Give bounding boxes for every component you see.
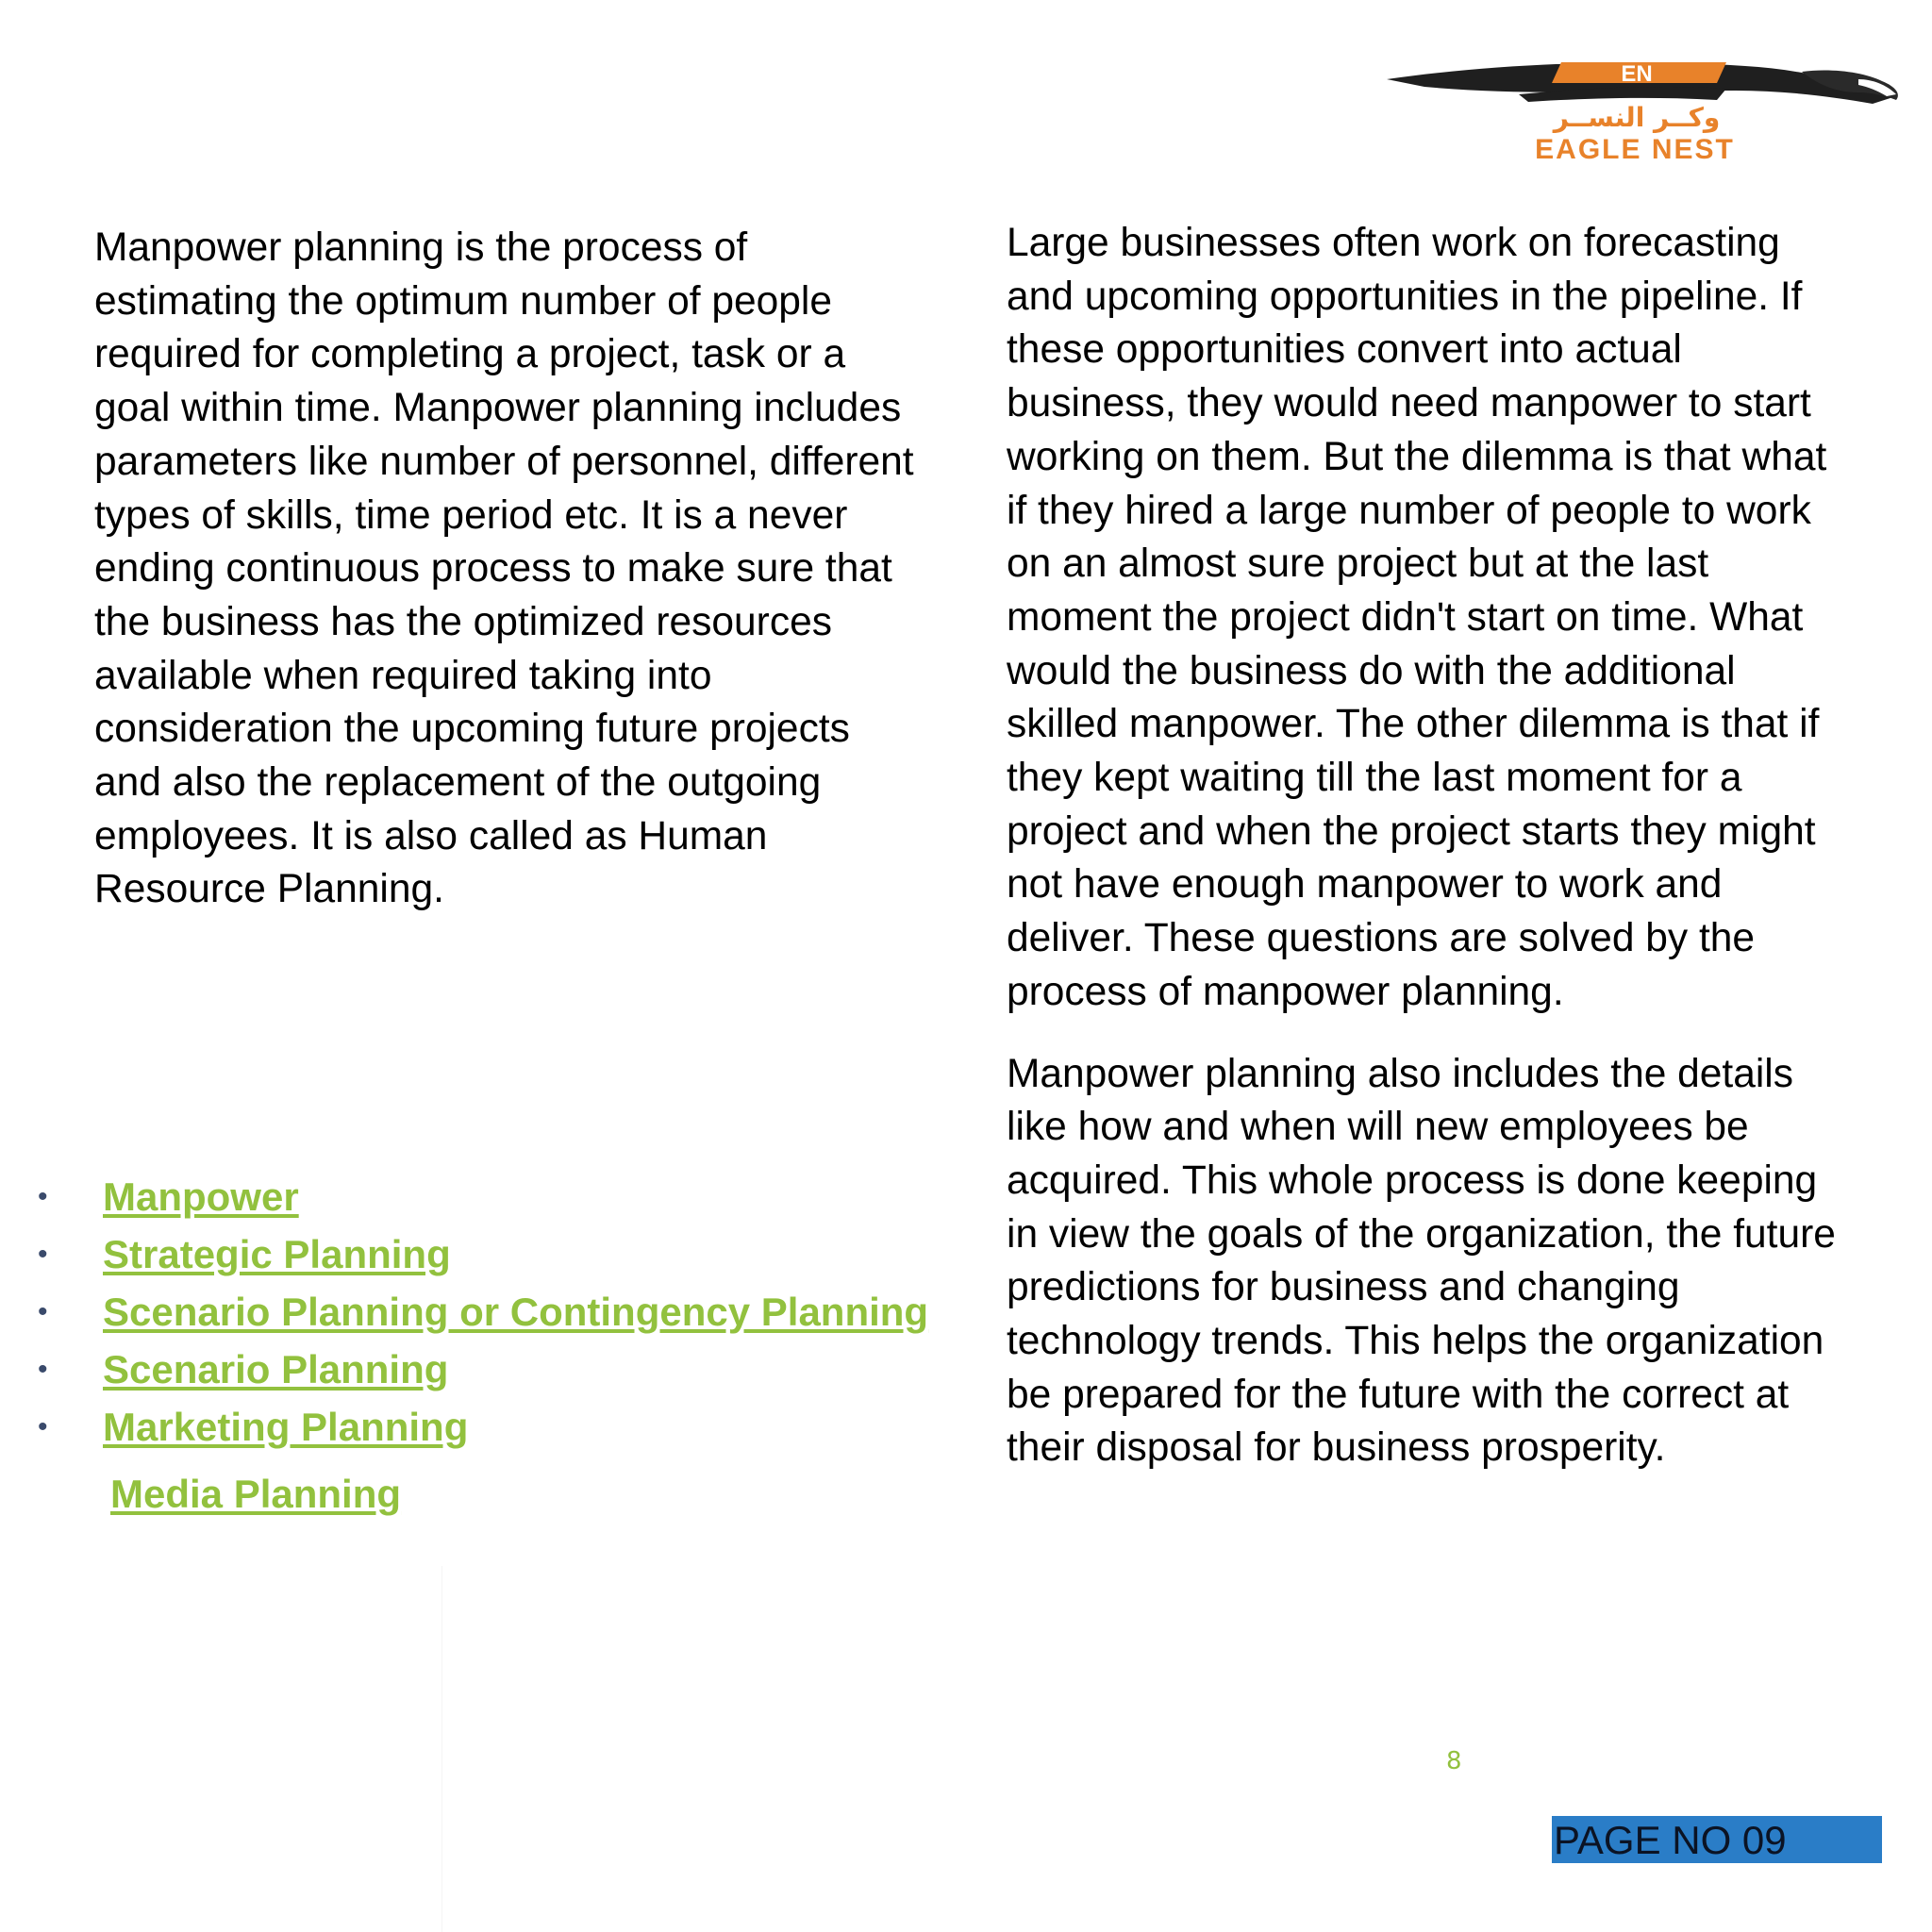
right-paragraph-2: Manpower planning also includes the details like how and when will new employees be acquired. This whole process is done keeping in view the goals of the organization, the future predictions for business and changing technology trends. This helps the organization be prepared for the future with the correct at their disposal for business prosperity.	[1007, 1051, 1836, 1471]
bullet-icon: •	[38, 1296, 48, 1327]
left-paragraph: Manpower planning is the process of estimating the optimum number of people required for completing a project, task or a goal within time. Manpower planning includes parameters like number of personnel, different types of skills, time period etc. It is a never ending continuous process to make sure that the business has the optimized resources available when required taking into consideration the upcoming future projects and also the replacement of the outgoing employees. It is also called as Human Resource Planning.	[94, 225, 914, 912]
bullet-icon: •	[38, 1239, 48, 1270]
right-column	[1007, 217, 1856, 1475]
link-strategic-planning[interactable]: Strategic Planning	[103, 1232, 451, 1276]
list-item	[0, 1401, 1000, 1458]
bullet-icon: •	[38, 1411, 48, 1442]
logo-monogram: EN	[1621, 61, 1653, 87]
list-item	[0, 1286, 1000, 1343]
divider	[441, 1566, 442, 1932]
link-manpower[interactable]: Manpower	[103, 1174, 299, 1219]
link-marketing-planning[interactable]: Marketing Planning	[103, 1405, 469, 1449]
eagle-nest-logo	[1387, 58, 1901, 167]
related-links-list	[0, 1171, 1000, 1458]
logo-english-text: EAGLE NEST	[1535, 134, 1735, 165]
list-item	[0, 1343, 1000, 1401]
left-column	[94, 222, 924, 917]
list-item	[0, 1228, 1000, 1286]
logo-arabic-text: وكــر النســر	[1553, 102, 1721, 133]
link-media-planning[interactable]: Media Planning	[110, 1472, 402, 1516]
link-scenario-contingency-planning[interactable]: Scenario Planning or Contingency Planning	[103, 1290, 929, 1334]
page-badge: PAGE NO 09	[1552, 1816, 1882, 1863]
list-item	[0, 1171, 1000, 1228]
page-number: 8	[1446, 1747, 1462, 1775]
right-paragraph-1: Large businesses often work on forecasting and upcoming opportunities in the pipeline. If these opportunities convert into actual business, they would need manpower to start working on them. But the dilemma is that what if they hired a large number of people to work on an almost sure project but at the last moment the project didn't start on time. What would the business do with the additional skilled manpower. The other dilemma is that if they kept waiting till the last moment for a project and when the project starts they might not have enough manpower to work and deliver. These questions are solved by the process of manpower planning.	[1007, 221, 1827, 1014]
bullet-icon: •	[38, 1354, 48, 1385]
bullet-icon: •	[38, 1181, 48, 1212]
link-extra-row	[42, 1468, 401, 1521]
link-scenario-planning[interactable]: Scenario Planning	[103, 1347, 449, 1391]
